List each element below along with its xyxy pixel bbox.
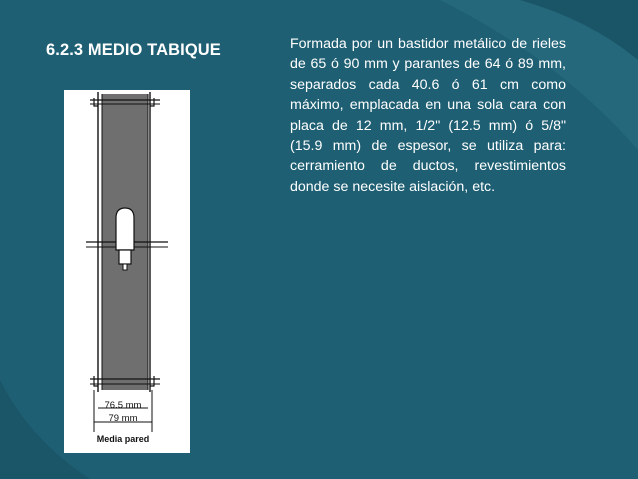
dimension-outer-label: 79 mm [108, 413, 138, 424]
slide-title: 6.2.3 MEDIO TABIQUE [46, 41, 221, 59]
figure-caption: Media pared [96, 434, 150, 444]
slide-body-text: Formada por un bastidor metálico de rieles de 65 ó 90 mm y parantes de 64 ó 89 mm, separados cada 40.6 ó 61 cm como máximo, emplacada en una sola cara con placa de 12 mm, 1/2" (12.5 mm) ó 5/8" (15.9 mm) de espesor, se utiliza para: cerramiento de ductos, revestimientos donde se necesite aislación, etc. [290, 36, 566, 195]
dimension-inner-label: 76.5 mm [104, 400, 142, 411]
wall-section-figure [64, 90, 190, 453]
wall-section-drawing [64, 90, 190, 453]
keyhole-opening [116, 208, 134, 250]
